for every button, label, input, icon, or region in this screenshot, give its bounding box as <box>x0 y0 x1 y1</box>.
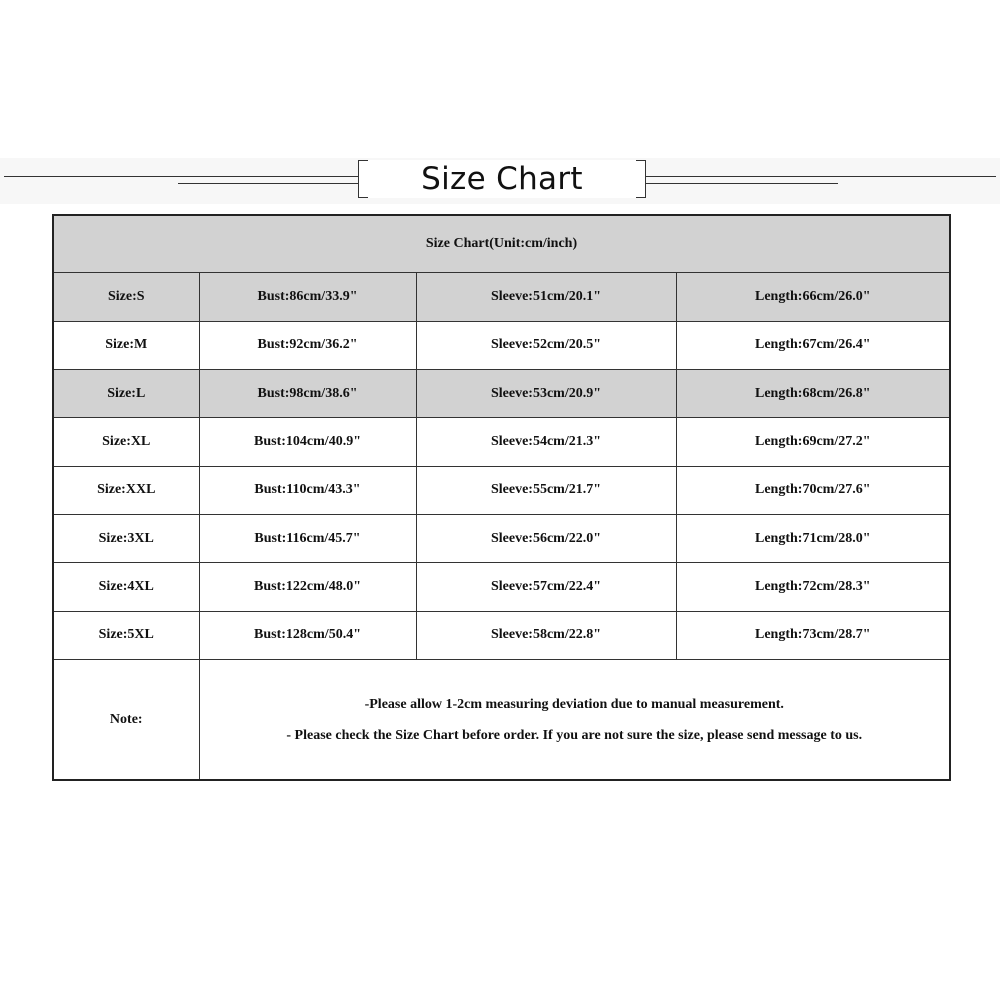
sleeve-cell: Sleeve:54cm/21.3" <box>416 418 676 466</box>
table-row <box>53 611 950 659</box>
bust-cell: Bust:86cm/33.9" <box>199 273 416 321</box>
table-row <box>53 563 950 611</box>
page-title: Size Chart <box>421 161 583 197</box>
table-caption: Size Chart(Unit:cm/inch) <box>53 215 950 273</box>
length-cell: Length:66cm/26.0" <box>676 273 950 321</box>
size-cell: Size:XXL <box>53 466 199 514</box>
bust-cell: Bust:110cm/43.3" <box>199 466 416 514</box>
title-frame <box>358 160 646 198</box>
bust-cell: Bust:98cm/38.6" <box>199 370 416 418</box>
title-rule-right-upper <box>646 176 996 177</box>
length-cell: Length:67cm/26.4" <box>676 321 950 369</box>
length-cell: Length:68cm/26.8" <box>676 370 950 418</box>
table-row <box>53 418 950 466</box>
table-caption-row <box>53 215 950 273</box>
title-rule-left-lower <box>178 183 358 184</box>
note-row <box>53 660 950 780</box>
title-rule-left-upper <box>4 176 358 177</box>
length-cell: Length:70cm/27.6" <box>676 466 950 514</box>
size-cell: Size:L <box>53 370 199 418</box>
table-row <box>53 321 950 369</box>
size-chart-table <box>52 214 951 781</box>
sleeve-cell: Sleeve:58cm/22.8" <box>416 611 676 659</box>
note-content <box>199 660 950 780</box>
length-cell: Length:73cm/28.7" <box>676 611 950 659</box>
table-row <box>53 466 950 514</box>
length-cell: Length:72cm/28.3" <box>676 563 950 611</box>
bust-cell: Bust:128cm/50.4" <box>199 611 416 659</box>
note-line: -Please allow 1-2cm measuring deviation due to manual measurement. <box>364 696 784 712</box>
size-cell: Size:XL <box>53 418 199 466</box>
sleeve-cell: Sleeve:52cm/20.5" <box>416 321 676 369</box>
sleeve-cell: Sleeve:57cm/22.4" <box>416 563 676 611</box>
table-row <box>53 273 950 321</box>
sleeve-cell: Sleeve:55cm/21.7" <box>416 466 676 514</box>
note-label: Note: <box>53 660 199 780</box>
sleeve-cell: Sleeve:51cm/20.1" <box>416 273 676 321</box>
size-cell: Size:5XL <box>53 611 199 659</box>
sleeve-cell: Sleeve:56cm/22.0" <box>416 515 676 563</box>
size-cell: Size:S <box>53 273 199 321</box>
size-cell: Size:4XL <box>53 563 199 611</box>
bust-cell: Bust:116cm/45.7" <box>199 515 416 563</box>
length-cell: Length:69cm/27.2" <box>676 418 950 466</box>
note-line: - Please check the Size Chart before order. If you are not sure the size, please send message to us. <box>286 727 863 743</box>
title-rule-right-lower <box>646 183 838 184</box>
table-row <box>53 515 950 563</box>
sleeve-cell: Sleeve:53cm/20.9" <box>416 370 676 418</box>
table-row <box>53 370 950 418</box>
size-cell: Size:3XL <box>53 515 199 563</box>
size-cell: Size:M <box>53 321 199 369</box>
length-cell: Length:71cm/28.0" <box>676 515 950 563</box>
bust-cell: Bust:122cm/48.0" <box>199 563 416 611</box>
bust-cell: Bust:104cm/40.9" <box>199 418 416 466</box>
bust-cell: Bust:92cm/36.2" <box>199 321 416 369</box>
